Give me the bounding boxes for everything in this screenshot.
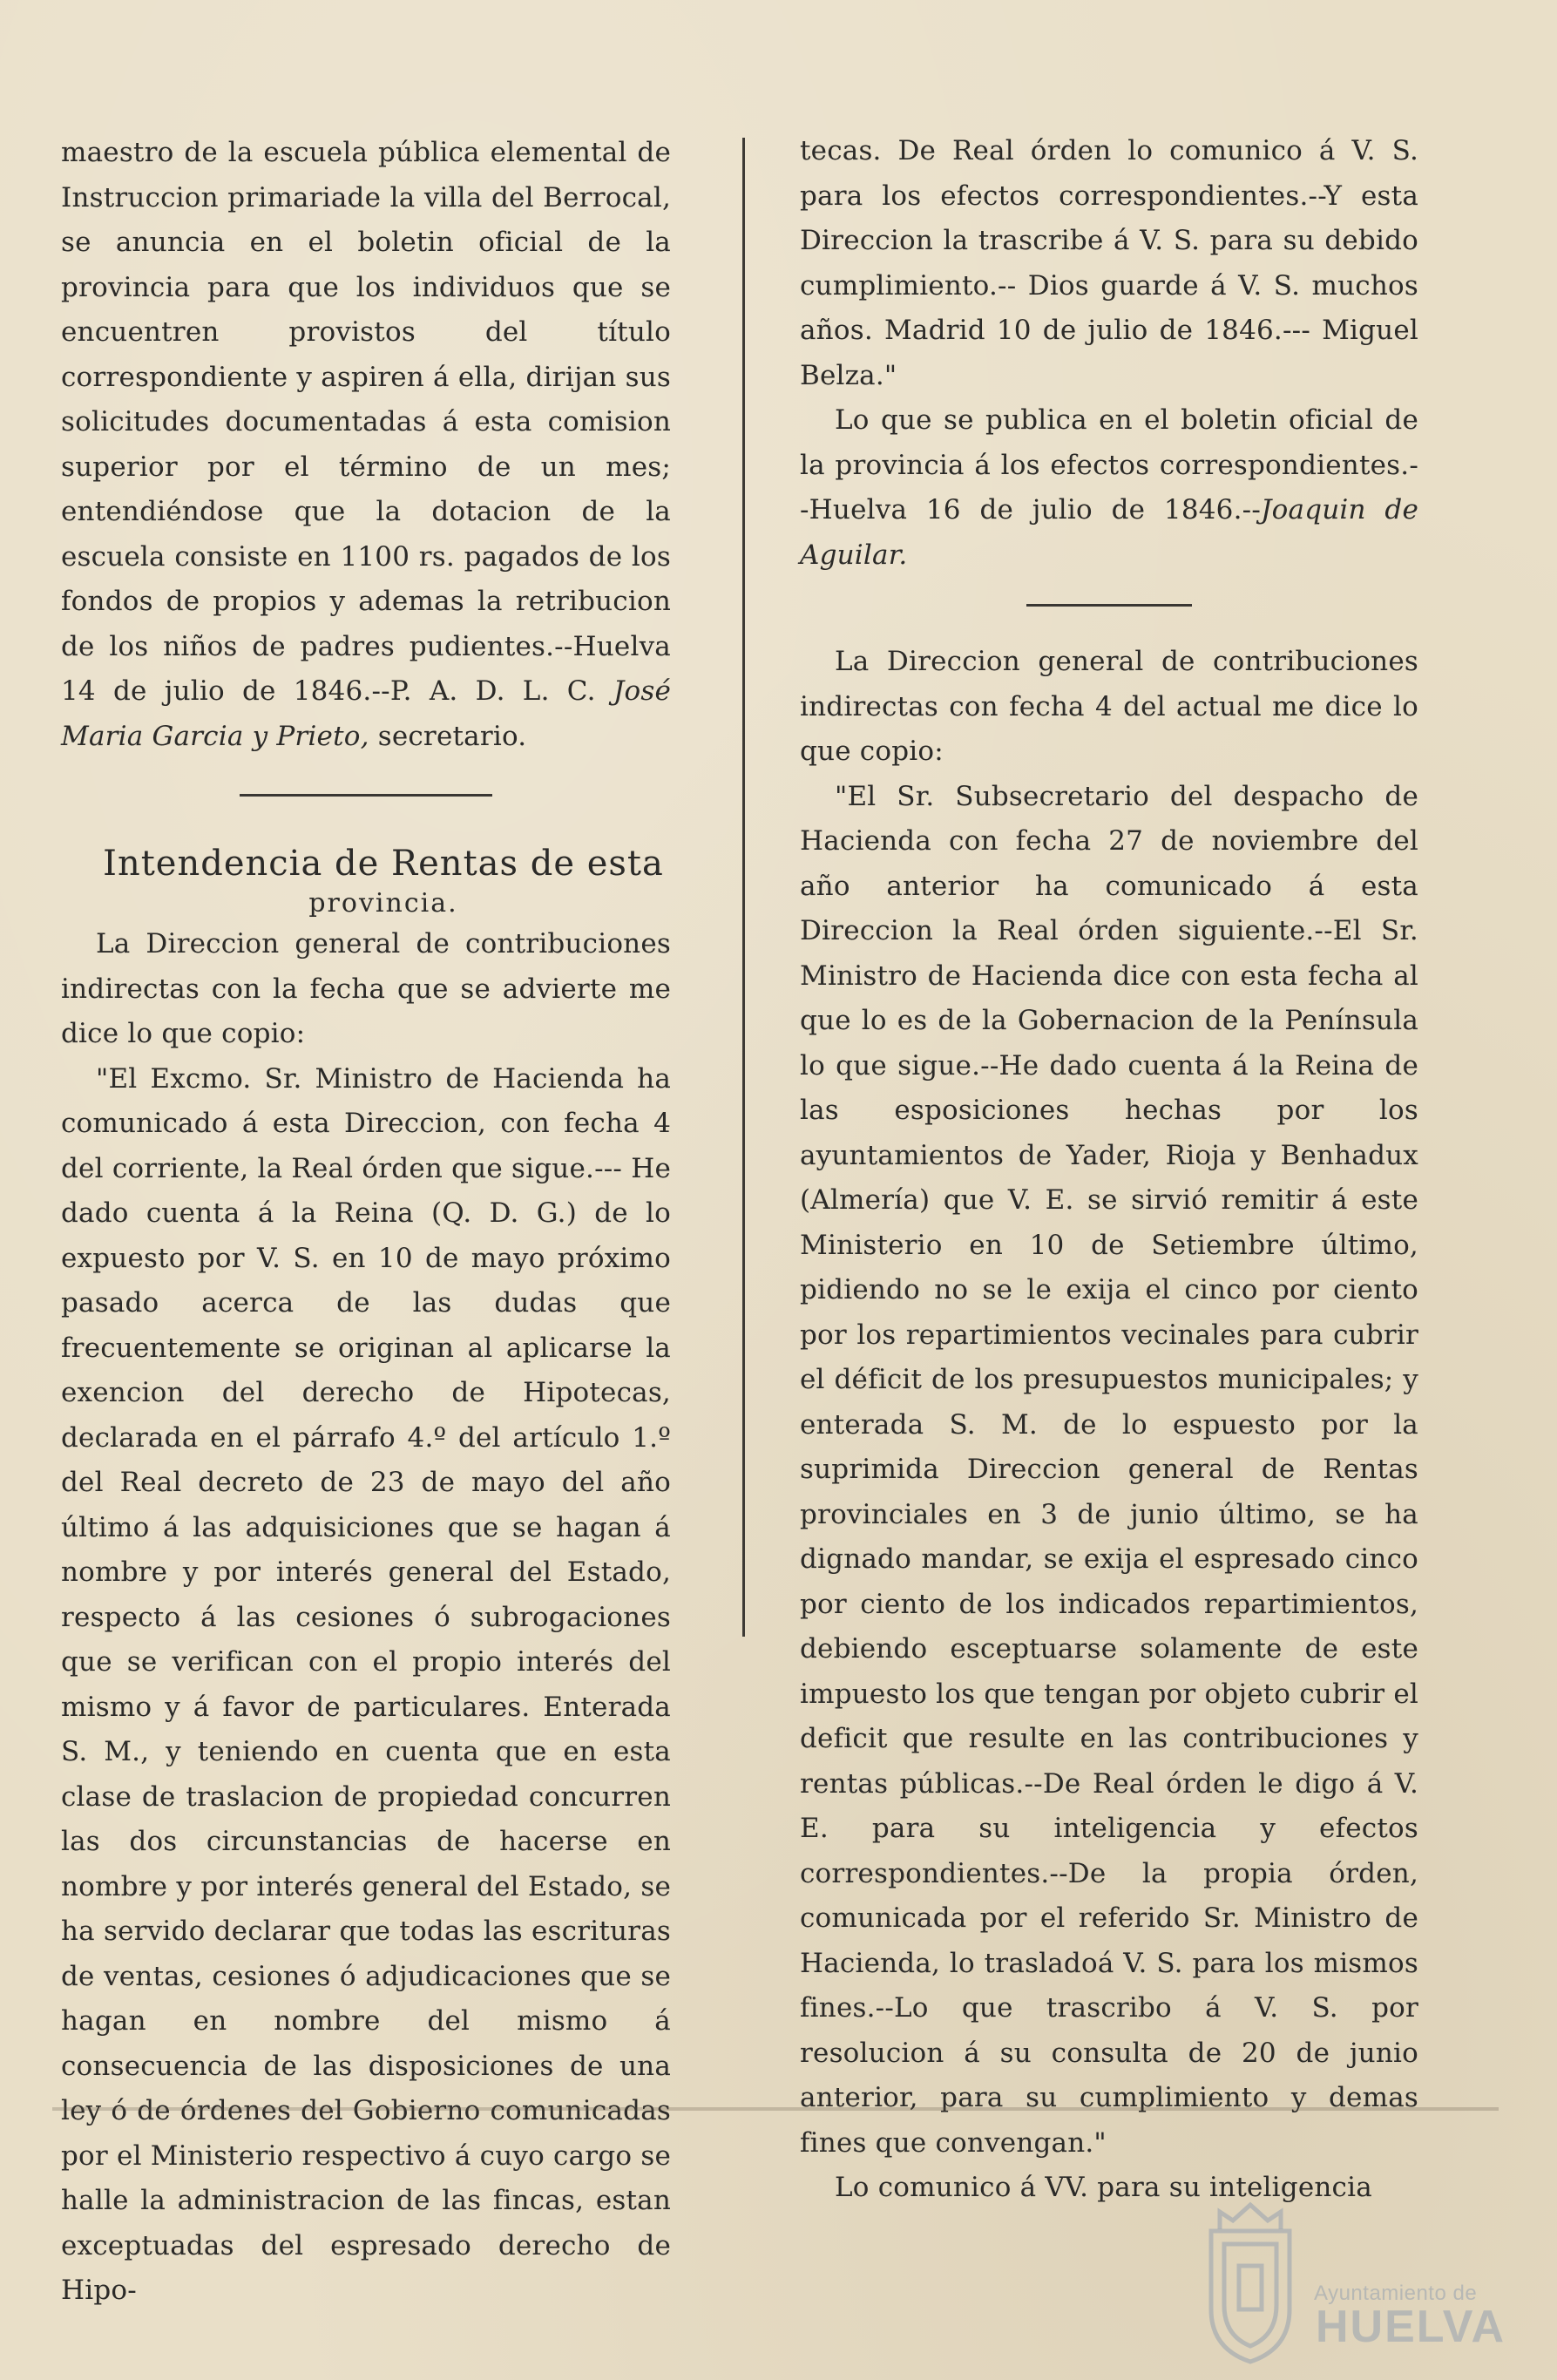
left-column — [61, 131, 671, 2314]
right-paragraph-3: La Direccion general de contribuciones indirectas con fecha 4 del actual me dice lo que copio: — [800, 646, 1418, 767]
left-paragraph-3: "El Excmo. Sr. Ministro de Hacienda ha comunicado á esta Direccion, con fecha 4 del corriente, la Real órden que sigue.--- He dado cuenta á la Reina (Q. D. G.) de lo expuesto por V. S. en 10 de mayo próximo pasado acerca de las dudas que frecuentemente se originan al aplicarse la exencion del derecho de Hipotecas, declarada en el párrafo 4.º del artículo 1.º del Real decreto de 23 de mayo del año último á las adquisiciones que se hagan á nombre y por interés general del Estado, respecto á las cesiones ó subrogaciones que se verifican con el propio interés del mismo y á favor de particulares. Enterada S. M., y teniendo en cuenta que en esta clase de traslacion de propiedad concurren las dos circunstancias de hacerse en nombre y por interés general del Estado, se ha servido declarar que todas las escrituras de ventas, cesiones ó adjudicaciones que se hagan en nombre del mismo á consecuencia de las disposiciones de una ley ó de órdenes del Gobierno comunicadas por el Ministerio respectivo á cuyo cargo se halle la administracion de las fincas, estan exceptuadas del espresado derecho de Hipo- — [61, 1062, 671, 2306]
section-rule — [240, 794, 492, 797]
section-rule-right — [1026, 604, 1192, 607]
signature-aguilar: Joaquin de Aguilar. — [800, 494, 1419, 571]
column-divider — [742, 138, 745, 1637]
right-paragraph-2: Lo que se publica en el boletin oficial de la provincia á los efectos correspondientes.--Huelva 16 de julio de 1846.--Joaquin de Aguilar. — [800, 404, 1419, 571]
right-paragraph-1: tecas. De Real órden lo comunico á V. S. para los efectos correspondientes.--Y esta Direccion la trascribe á V. S. para su debido cumplimiento.-- Dios guarde á V. S. muchos años. Madrid 10 de julio de 1846.--- Miguel Belza." — [800, 135, 1418, 391]
right-paragraph-4: "El Sr. Subsecretario del despacho de Hacienda con fecha 27 de noviembre del año anterior ha comunicado á esta Direccion la Real órden siguiente.--El Sr. Ministro de Hacienda dice con esta fecha al que lo es de la Gobernacion de la Península lo que sigue.--He dado cuenta á la Reina de las esposiciones hechas por los ayuntamientos de Yader, Rioja y Benhadux (Almería) que V. E. se sirvió remitir á este Ministerio en 10 de Setiembre último, pidiendo no se le exija el cinco por ciento por los repartimientos vecinales para cubrir el déficit de los presupuestos municipales; y enterada S. M. de lo espuesto por la suprimida Direccion general de Rentas provinciales en 3 de junio último, se ha dignado mandar, se exija el espresado cinco por ciento de los indicados repartimientos, debiendo esceptuarse solamente de este impuesto los que tengan por objeto cubrir el deficit que resulte en las contribuciones y rentas públicas.--De Real órden le digo á V. E. para su inteligencia y efectos correspondientes.--De la propia órden, comunicada por el referido Sr. Ministro de Hacienda, lo trasladoá V. S. para los mismos fines.--Lo que trascribo á V. S. por resolucion á su consulta de 20 de junio anterior, para su cumplimiento y demas fines que convengan." — [800, 780, 1418, 2159]
signature-garcia: José Maria Garcia y Prieto, — [61, 675, 671, 752]
section-heading: Intendencia de Rentas de esta — [103, 844, 664, 884]
section-subheading: provincia. — [308, 888, 458, 919]
left-paragraph-2: La Direccion general de contribuciones indirectas con la fecha que se advierte me dice lo que copio: — [61, 928, 671, 1049]
left-paragraph-1: maestro de la escuela pública elemental de Instruccion primariade la villa del Berrocal, se anuncia en el boletin oficial de la provincia para que los individuos que se encuentren provistos del título correspondiente y aspiren á ella, dirijan sus solicitudes documentadas á esta comision superior por el término de un mes; entendiéndose que la dotacion de la escuela consiste en 1100 rs. pagados de los fondos de propios y ademas la retribucion de los niños de padres pudientes.--Huelva 14 de julio de 1846.--P. A. D. L. C. José Maria Garcia y Prieto, secretario. — [61, 137, 671, 752]
right-paragraph-5: Lo comunico á VV. para su inteligencia — [835, 2172, 1372, 2203]
watermark-big-text: HUELVA — [1316, 2302, 1506, 2352]
watermark-small-text: Ayuntamiento de — [1314, 2282, 1478, 2305]
page-fold-line — [52, 2107, 1499, 2111]
right-column — [800, 129, 1418, 2211]
